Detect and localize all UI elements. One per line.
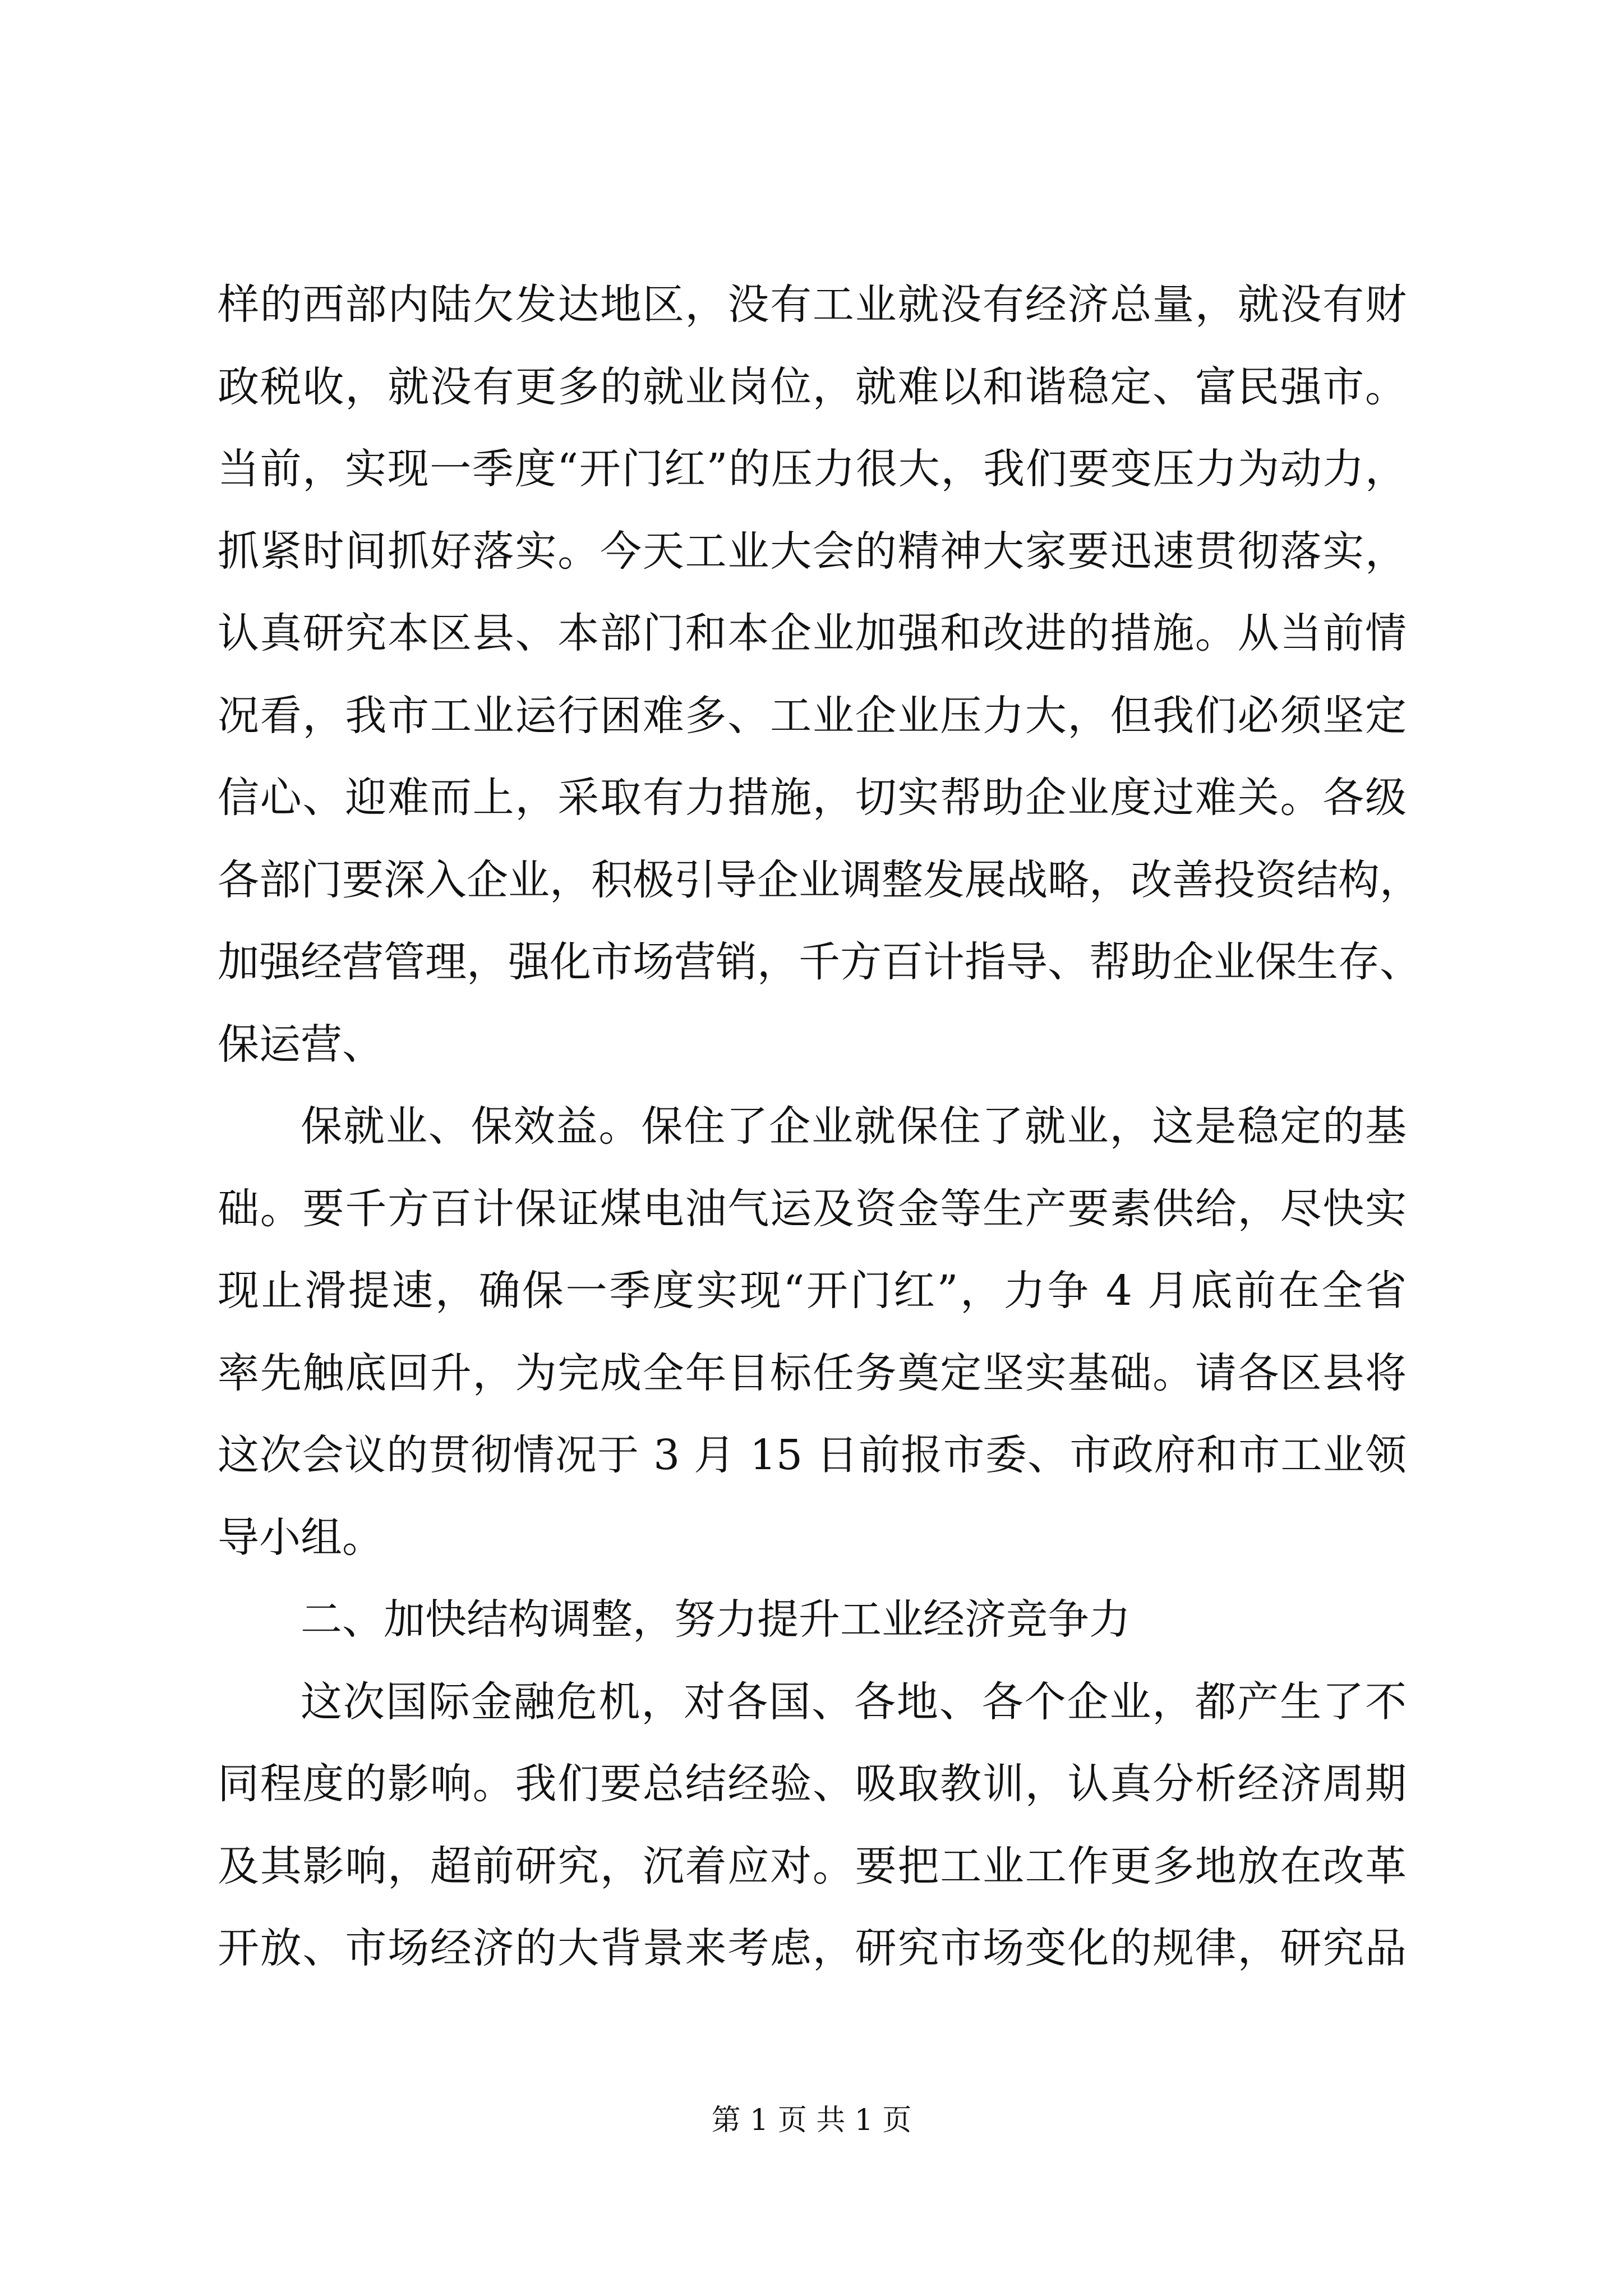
body-line: 率先触底回升，为完成全年目标任务奠定坚实基础。请各区县将: [218, 1349, 1407, 1397]
body-line: 础。要千方百计保证煤电油气运及资金等生产要素供给，尽快实: [218, 1184, 1407, 1233]
body-line: 导小组。: [218, 1513, 384, 1562]
page-number-footer: 第 1 页 共 1 页: [711, 2104, 912, 2137]
body-line: 这次国际金融危机，对各国、各地、各个企业，都产生了不: [301, 1677, 1407, 1726]
body-line: 保就业、保效益。保住了企业就保住了就业，这是稳定的基: [301, 1102, 1407, 1151]
body-line: 况看，我市工业运行困难多、工业企业压力大，但我们必须坚定: [218, 691, 1407, 740]
body-line: 开放、市场经济的大背景来考虑，研究市场变化的规律，研究品: [218, 1924, 1407, 1972]
body-line: 抓紧时间抓好落实。今天工业大会的精神大家要迅速贯彻落实，: [218, 527, 1407, 576]
section-heading: 二、加快结构调整，努力提升工业经济竞争力: [301, 1595, 1131, 1644]
body-line: 同程度的影响。我们要总结经验、吸取教训，认真分析经济周期: [218, 1760, 1407, 1808]
body-line: 信心、迎难而上，采取有力措施，切实帮助企业度过难关。各级: [218, 774, 1407, 822]
body-line: 当前，实现一季度“开门红”的压力很大，我们要变压力为动力，: [218, 445, 1407, 493]
body-line: 加强经营管理，强化市场营销，千方百计指导、帮助企业保生存、: [218, 938, 1421, 986]
body-line: 现止滑提速，确保一季度实现“开门红”，力争 4 月底前在全省: [218, 1267, 1407, 1315]
body-line: 这次会议的贯彻情况于 3 月 15 日前报市委、市政府和市工业领: [218, 1431, 1407, 1479]
document-body: [218, 264, 1421, 1990]
body-line: 各部门要深入企业，积极引导企业调整发展战略，改善投资结构，: [218, 855, 1421, 904]
body-line: 样的西部内陆欠发达地区，没有工业就没有经济总量，就没有财: [218, 280, 1407, 329]
body-line: 认真研究本区县、本部门和本企业加强和改进的措施。从当前情: [218, 609, 1407, 657]
body-line: 保运营、: [218, 1020, 384, 1069]
body-line: 及其影响，超前研究，沉着应对。要把工业工作更多地放在改革: [218, 1842, 1407, 1890]
body-line: 政税收，就没有更多的就业岗位，就难以和谐稳定、富民强市。: [218, 362, 1407, 411]
